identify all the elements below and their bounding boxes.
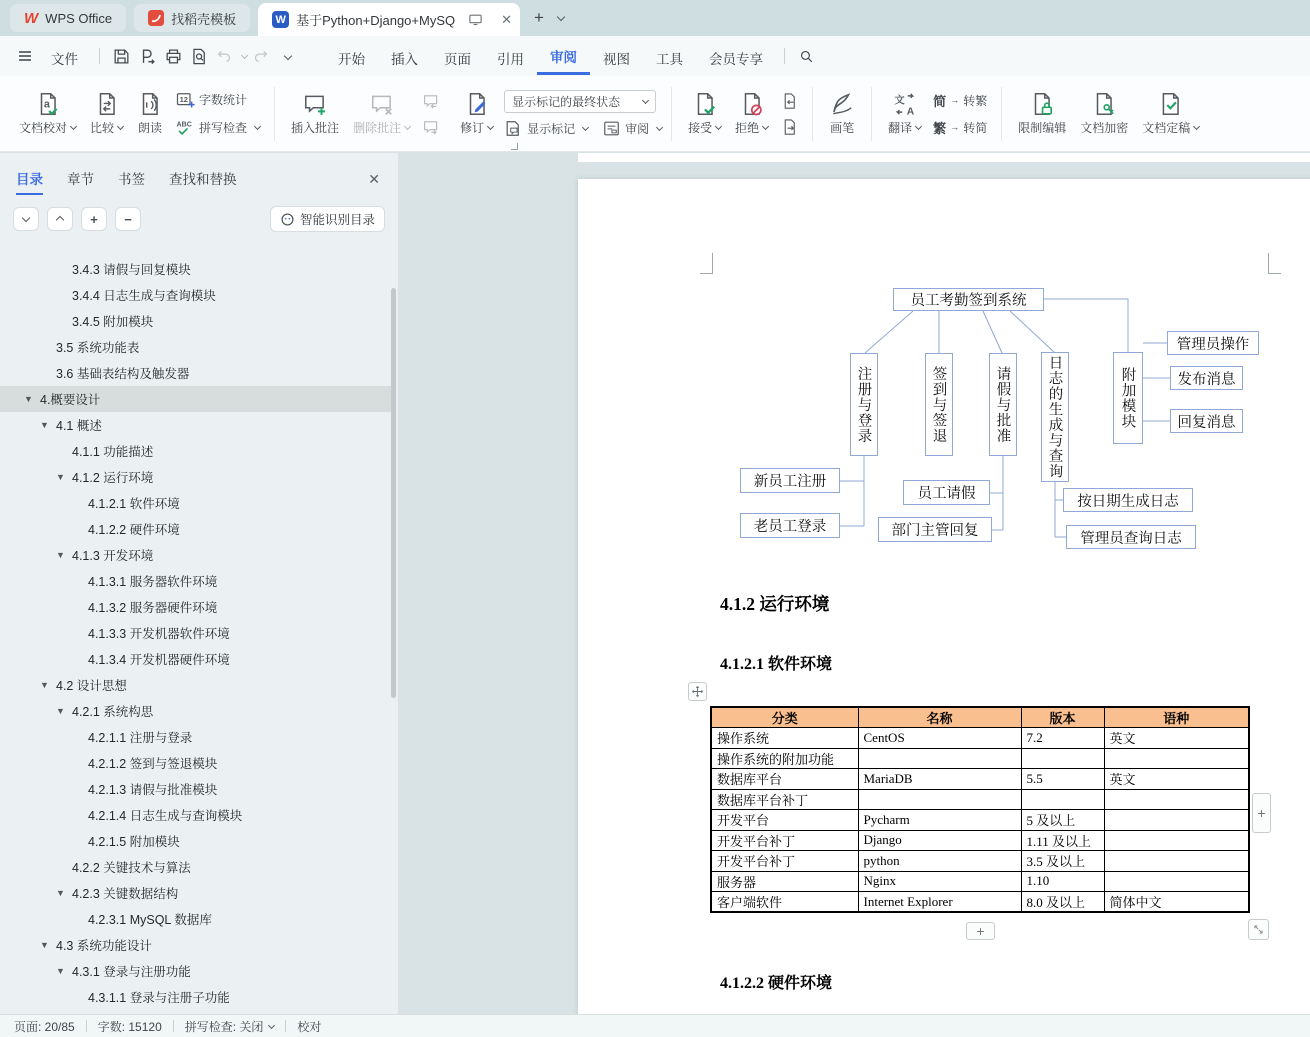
- print-icon[interactable]: [160, 43, 186, 69]
- table-row[interactable]: 服务器 Nginx 1.10: [711, 871, 1249, 892]
- toc-item[interactable]: 4.2.1.5 附加模块: [88, 835, 180, 849]
- svg-text:a: a: [43, 98, 50, 111]
- window-tab-bar: [0, 0, 1310, 36]
- simplified-glyph-icon: 简: [933, 93, 947, 109]
- toc-item[interactable]: 4.1.3.1 服务器软件环境: [88, 575, 218, 589]
- track-changes-icon: [464, 91, 490, 117]
- chevron-expand-icon[interactable]: ▼: [40, 420, 49, 430]
- heading-run-environment: 4.1.2 运行环境: [720, 594, 830, 614]
- arrow-right-icon: →: [950, 122, 960, 132]
- previous-page-edge: [578, 153, 1310, 162]
- close-tab-icon[interactable]: ✕: [501, 11, 513, 27]
- column-header: 版本: [1021, 707, 1104, 728]
- chevron-down-icon: [487, 123, 494, 130]
- accept-change-icon: [692, 91, 718, 117]
- close-sidebar-icon[interactable]: ✕: [368, 171, 380, 187]
- toc-item[interactable]: 4.1.2.2 硬件环境: [88, 523, 180, 537]
- toc-item[interactable]: ▼ 4.1 概述: [40, 419, 102, 433]
- delete-comment-button[interactable]: 删除批注: [346, 88, 417, 139]
- finalize-document-button[interactable]: 文档定稿: [1135, 88, 1206, 139]
- menu-reference[interactable]: 引用: [497, 51, 524, 67]
- quick-access-chevron-icon[interactable]: [284, 52, 292, 60]
- read-aloud-icon: [137, 91, 163, 117]
- delete-comment-icon: [369, 91, 395, 117]
- expand-all-button[interactable]: [13, 207, 39, 231]
- show-markup-button[interactable]: 显示标记: [504, 119, 588, 138]
- chevron-expand-icon[interactable]: ▼: [56, 706, 65, 716]
- save-icon[interactable]: [108, 43, 134, 69]
- toc-item[interactable]: 4.2.1.2 签到与签退模块: [88, 757, 218, 771]
- spellcheck-status[interactable]: 拼写检查: 关闭: [184, 1019, 264, 1034]
- word-count-icon: [175, 90, 195, 110]
- to-traditional-button[interactable]: 简 → 转繁: [933, 91, 987, 110]
- table-row[interactable]: 操作系统 CentOS 7.2 英文: [711, 728, 1249, 749]
- undo-icon[interactable]: [212, 43, 238, 69]
- finalize-document-icon: [1158, 91, 1184, 117]
- column-header: 名称: [858, 707, 1021, 728]
- menu-file[interactable]: 文件: [51, 51, 78, 67]
- document-proofread-icon: [35, 91, 61, 117]
- zoom-out-toc-button[interactable]: −: [115, 207, 141, 231]
- chevron-down-icon: [915, 123, 922, 130]
- svg-text:ABC: ABC: [176, 119, 192, 128]
- restrict-editing-icon: [1029, 91, 1055, 117]
- next-comment-icon[interactable]: [422, 118, 440, 136]
- table-row[interactable]: 操作系统的附加功能: [711, 748, 1249, 769]
- encrypt-document-icon: [1091, 91, 1117, 117]
- heading-software-environment: 4.1.2.1 软件环境: [720, 656, 833, 673]
- software-environment-table: [710, 706, 1250, 913]
- toc-item[interactable]: 4.2.1.4 日志生成与查询模块: [88, 809, 243, 823]
- arrow-right-icon: →: [950, 95, 960, 105]
- chevron-down-icon: [404, 123, 411, 130]
- toc-item[interactable]: ▼ 4.1.2 运行环境: [56, 471, 154, 485]
- diagram-leaf-node[interactable]: 部门主管回复: [878, 517, 992, 542]
- smart-toc-button[interactable]: 智能识别目录: [270, 206, 385, 232]
- document-page[interactable]: [578, 179, 1310, 1014]
- translate-button[interactable]: 文 A 翻译: [881, 88, 928, 139]
- chevron-down-icon: [762, 123, 769, 130]
- table-row[interactable]: 数据库平台 MariaDB 5.5 英文: [711, 769, 1249, 790]
- chevron-down-icon: [22, 214, 30, 222]
- review-ribbon: [0, 76, 1310, 152]
- reviewers-icon: [602, 119, 621, 138]
- search-icon[interactable]: [793, 43, 819, 69]
- divider: [99, 48, 100, 64]
- column-header: 语种: [1104, 707, 1249, 728]
- toc-item[interactable]: 4.1.3.3 开发机器软件环境: [88, 627, 230, 641]
- group-divider: [812, 87, 813, 141]
- toc-item[interactable]: ▼ 4.2.3 关键数据结构: [56, 887, 179, 901]
- next-change-icon[interactable]: [780, 118, 798, 136]
- toc-item[interactable]: 4.2.3.1 MySQL 数据库: [88, 913, 212, 927]
- reviewers-button[interactable]: 审阅: [602, 119, 662, 138]
- group-divider: [1001, 87, 1002, 141]
- chevron-expand-icon[interactable]: ▼: [56, 888, 65, 898]
- restrict-editing-button[interactable]: 限制编辑: [1011, 88, 1073, 139]
- divider: [285, 1020, 286, 1032]
- previous-change-icon[interactable]: [780, 92, 798, 110]
- tab-wps-home[interactable]: W WPS Office: [10, 4, 126, 32]
- diagram-leaf-node[interactable]: 新员工注册: [740, 468, 840, 493]
- diagram-leaf-node[interactable]: 按日期生成日志: [1063, 488, 1193, 512]
- markup-state-select[interactable]: 显示标记的最终状态: [504, 90, 656, 113]
- diagram-root-node[interactable]: 员工考勤签到系统: [893, 288, 1044, 311]
- chevron-expand-icon[interactable]: ▼: [40, 680, 49, 690]
- chevron-expand-icon[interactable]: ▼: [40, 940, 49, 950]
- add-column-button[interactable]: +: [1252, 793, 1271, 833]
- heading-hardware-environment: 4.1.2.2 硬件环境: [720, 975, 833, 992]
- diagram-branch-node[interactable]: 签到与签退: [925, 353, 953, 456]
- tab-document-active[interactable]: W 基于Python+Django+MySQ ✕: [258, 3, 520, 36]
- chevron-down-icon: [117, 123, 124, 130]
- toc-item[interactable]: 4.1.3.4 开发机器硬件环境: [88, 653, 230, 667]
- toc-item[interactable]: 4.2.2 关键技术与算法: [72, 861, 191, 875]
- menu-member[interactable]: 会员专享: [709, 51, 763, 67]
- menu-tools[interactable]: 工具: [656, 51, 683, 67]
- chevron-down-icon: [582, 123, 589, 130]
- sidebar-tab-contents[interactable]: 目录: [16, 168, 43, 195]
- proofread-button[interactable]: a 文档校对: [12, 88, 83, 139]
- divider: [173, 1020, 174, 1032]
- toc-item[interactable]: 3.6 基础表结构及触发器: [56, 367, 190, 381]
- wps-logo-icon: W: [24, 9, 39, 27]
- spell-check-button[interactable]: ABC 拼写检查: [175, 118, 260, 138]
- diagram-branch-node[interactable]: 请假与批准: [989, 353, 1017, 456]
- print-preview-icon[interactable]: [186, 43, 212, 69]
- group-expand-icon[interactable]: [511, 143, 518, 150]
- brush-button[interactable]: 画笔: [822, 88, 862, 139]
- diagram-leaf-node[interactable]: 老员工登录: [740, 513, 840, 538]
- insert-comment-icon: [302, 91, 328, 117]
- chevron-expand-icon[interactable]: ▼: [56, 472, 65, 482]
- new-tab-button[interactable]: +: [534, 8, 544, 27]
- table-row[interactable]: 开发平台补丁 Django 1.11 及以上: [711, 830, 1249, 851]
- smart-toc-icon: [280, 212, 295, 227]
- svg-text:A: A: [906, 106, 914, 117]
- traditional-glyph-icon: 繁: [933, 120, 947, 136]
- page-indicator: 页面: 20/85: [14, 1019, 75, 1034]
- to-simplified-button[interactable]: 繁 → 转简: [933, 118, 987, 137]
- tab-docer-template[interactable]: 找稻壳模板: [134, 4, 250, 32]
- divider: [86, 1020, 87, 1032]
- chevron-expand-icon[interactable]: ▼: [56, 550, 65, 560]
- track-changes-button[interactable]: 修订: [453, 88, 500, 139]
- toc-item[interactable]: 4.2.1.1 注册与登录: [88, 731, 193, 745]
- show-markup-icon: [504, 119, 523, 138]
- status-bar: [0, 1014, 1310, 1037]
- sidebar-tab-chapters[interactable]: 章节: [67, 172, 94, 187]
- diagram-leaf-node[interactable]: 回复消息: [1170, 409, 1243, 433]
- sidebar-tab-find-replace[interactable]: 查找和替换: [169, 172, 237, 187]
- diagram-connectors: [578, 179, 1310, 739]
- proofread-status-button[interactable]: 校对: [297, 1019, 322, 1034]
- word-count-button[interactable]: 12 字数统计: [175, 90, 260, 110]
- redo-icon[interactable]: [247, 43, 273, 69]
- zoom-in-toc-button[interactable]: +: [81, 207, 107, 231]
- toc-item[interactable]: 3.4.4 日志生成与查询模块: [72, 289, 216, 303]
- table-header-row: [711, 707, 1249, 728]
- diagram-leaf-node[interactable]: 员工请假: [903, 480, 990, 505]
- chevron-down-icon: [715, 123, 722, 130]
- toc-item[interactable]: 4.1.3.2 服务器硬件环境: [88, 601, 218, 615]
- chevron-down-icon: [70, 123, 77, 130]
- toc-item[interactable]: ▼ 4.2.1 系统构思: [56, 705, 154, 719]
- export-pdf-icon[interactable]: [134, 43, 160, 69]
- menu-view[interactable]: 视图: [603, 51, 630, 67]
- toc-item[interactable]: ▼ 4.1.3 开发环境: [56, 549, 154, 563]
- table-move-handle[interactable]: [688, 682, 707, 701]
- svg-text:12: 12: [179, 94, 188, 104]
- chevron-down-icon: [254, 123, 261, 130]
- menu-home[interactable]: 开始: [338, 51, 365, 67]
- toc-item[interactable]: ▼ 4.3 系统功能设计: [40, 939, 152, 953]
- toc-item[interactable]: 3.4.3 请假与回复模块: [72, 263, 191, 277]
- table-row[interactable]: 开发平台 Pycharm 5 及以上: [711, 810, 1249, 831]
- sidebar-scrollbar[interactable]: [391, 288, 396, 698]
- screen-mode-icon[interactable]: [462, 7, 488, 33]
- tab-list-chevron-icon[interactable]: [557, 13, 565, 21]
- diagram-branch-node[interactable]: 日志的生成与查询: [1041, 352, 1069, 482]
- divider: [784, 48, 785, 64]
- reject-change-icon: [739, 91, 765, 117]
- document-canvas: [398, 153, 1310, 1014]
- compare-button[interactable]: 比较: [83, 88, 130, 139]
- compare-icon: [94, 91, 120, 117]
- group-divider: [274, 87, 275, 141]
- group-divider: [671, 87, 672, 141]
- table-row[interactable]: 数据库平台补丁: [711, 789, 1249, 810]
- chevron-expand-icon[interactable]: ▼: [56, 966, 65, 976]
- insert-comment-button[interactable]: 插入批注: [284, 88, 346, 139]
- add-row-button[interactable]: +: [966, 922, 995, 940]
- sidebar-tab-bookmarks[interactable]: 书签: [118, 172, 145, 187]
- table-row[interactable]: 开发平台补丁 python 3.5 及以上: [711, 851, 1249, 872]
- toc-item[interactable]: 3.5 系统功能表: [56, 341, 140, 355]
- menu-page[interactable]: 页面: [444, 51, 471, 67]
- navigation-sidebar: [0, 153, 398, 1014]
- column-header: 分类: [711, 707, 858, 728]
- toc-item[interactable]: ▼ 4.3.1 登录与注册功能: [56, 965, 191, 979]
- menu-insert[interactable]: 插入: [391, 51, 418, 67]
- svg-text:文: 文: [894, 95, 905, 107]
- toc-item[interactable]: 4.3.1.1 登录与注册子功能: [88, 991, 230, 1005]
- table-resize-handle[interactable]: [1248, 919, 1269, 940]
- spell-check-icon: [175, 118, 195, 138]
- word-count-indicator: 字数: 15120: [97, 1019, 162, 1034]
- toc-item[interactable]: 3.4.5 附加模块: [72, 315, 154, 329]
- reject-button[interactable]: 拒绝: [728, 88, 775, 139]
- chevron-down-icon: [656, 123, 663, 130]
- chevron-expand-icon[interactable]: ▼: [24, 394, 33, 404]
- toc-item[interactable]: 4.1.2.1 软件环境: [88, 497, 180, 511]
- writer-doc-icon: W: [272, 11, 289, 28]
- diagram-branch-node[interactable]: 附加模块: [1113, 352, 1143, 444]
- chevron-down-icon[interactable]: [268, 1021, 275, 1028]
- menu-review[interactable]: 审阅: [537, 37, 590, 75]
- chevron-down-icon: [642, 96, 649, 103]
- previous-comment-icon[interactable]: [422, 92, 440, 110]
- diagram-leaf-node[interactable]: 管理员查询日志: [1066, 525, 1196, 549]
- toc-item[interactable]: 4.2.1.3 请假与批准模块: [88, 783, 218, 797]
- toc-toolbar: [0, 196, 398, 242]
- chevron-up-icon: [56, 216, 64, 224]
- toc-item[interactable]: 4.1.1 功能描述: [72, 445, 154, 459]
- docer-icon: [148, 10, 164, 26]
- toc-item[interactable]: ▼ 4.2 设计思想: [40, 679, 127, 693]
- translate-icon: [892, 91, 918, 117]
- group-divider: [871, 87, 872, 141]
- sidebar-tab-bar: [0, 153, 398, 196]
- chevron-down-icon: [1193, 123, 1200, 130]
- diagram-branch-node[interactable]: 注册与登录: [850, 353, 878, 456]
- menu-bar: [0, 36, 1310, 76]
- diagram-leaf-node[interactable]: 发布消息: [1170, 366, 1243, 390]
- accept-button[interactable]: 接受: [681, 88, 728, 139]
- table-row[interactable]: 客户端软件 Internet Explorer 8.0 及以上 简体中文: [711, 892, 1249, 913]
- toc-item-selected[interactable]: ▼ 4.概要设计: [0, 386, 391, 412]
- brush-pen-icon: [829, 91, 855, 117]
- toc-list: [0, 256, 391, 1014]
- diagram-leaf-node[interactable]: 管理员操作: [1167, 331, 1259, 355]
- read-aloud-button[interactable]: 朗读: [130, 88, 170, 139]
- collapse-all-button[interactable]: [47, 207, 73, 231]
- hamburger-menu-icon[interactable]: [12, 43, 38, 69]
- encrypt-document-button[interactable]: 文档加密: [1073, 88, 1135, 139]
